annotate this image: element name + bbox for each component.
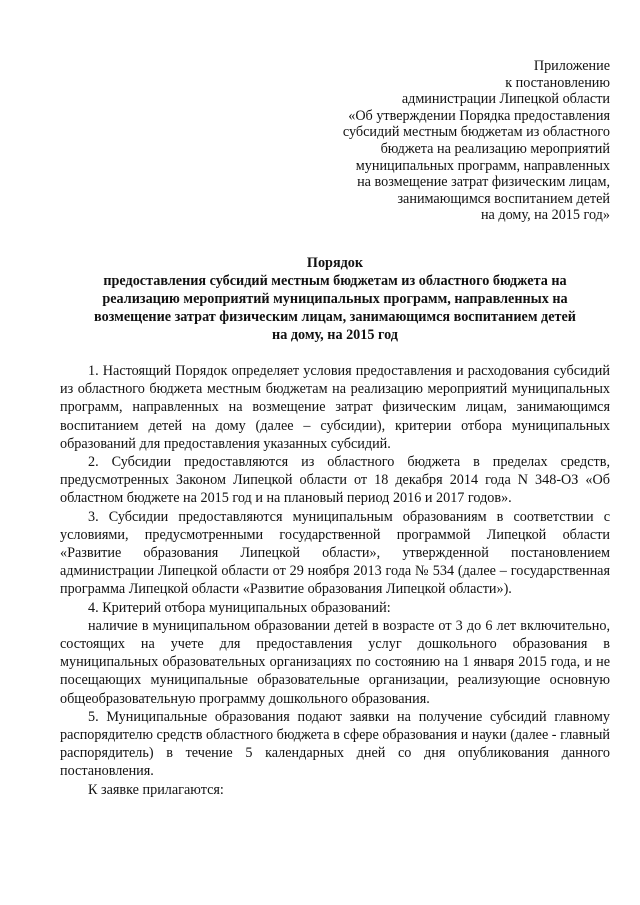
title-line: реализацию мероприятий муниципальных программ, направленных на xyxy=(102,290,568,307)
paragraph-4: 4. Критерий отбора муниципальных образований: xyxy=(88,599,391,616)
paragraph-4-criterion: наличие в муниципальном образовании детей в возрасте от 3 до 6 лет включительно, состоящих на учете для предоставления услуг дошкольного образования в муниципальных образовательных организациях по состоянию на 1 января 2015 года, и не посещающих муниципальные образовательные организации, реализующие основную общеобразовательную программу дошкольного образования. xyxy=(60,617,610,707)
appendix-line: «Об утверждении Порядка предоставления xyxy=(348,107,610,124)
appendix-line: муниципальных программ, направленных xyxy=(355,157,610,174)
appendix-header xyxy=(60,58,610,224)
paragraph-3: 3. Субсидии предоставляются муниципальным образованиям в соответствии с условиями, предусмотренными государственной программой Липецкой области «Развитие образования Липецкой области», утвержденной постановлением администрации Липецкой области от 29 ноября 2013 года № 534 (далее – государственная программа Липецкой области «Развитие образования Липецкой области»). xyxy=(60,508,610,598)
appendix-line: на возмещение затрат физическим лицам, xyxy=(357,174,610,191)
title-heading: Порядок xyxy=(306,254,364,271)
title-line: предоставления субсидий местным бюджетам из областного бюджета на xyxy=(103,272,567,289)
appendix-line: субсидий местным бюджетам из областного xyxy=(342,124,610,141)
title-line: возмещение затрат физическим лицам, занимающимся воспитанием детей xyxy=(94,308,576,325)
paragraph-2: 2. Субсидии предоставляются из областного бюджета в пределах средств, предусмотренных Законом Липецкой области от 18 декабря 2014 года N 348-ОЗ «Об областном бюджете на 2015 год и на плановый период 2016 и 2017 годов». xyxy=(60,453,610,507)
document-title xyxy=(60,254,610,344)
appendix-line: к постановлению xyxy=(505,74,610,91)
title-line: на дому, на 2015 год xyxy=(272,326,398,343)
paragraph-5: 5. Муниципальные образования подают заявки на получение субсидий главному распорядителю средств областного бюджета в сфере образования и науки (далее - главный распорядитель) в течение 5 календарных дней со дня опубликования данного постановления. xyxy=(60,708,610,780)
appendix-line: на дому, на 2015 год» xyxy=(480,207,610,224)
appendix-line: занимающимся воспитанием детей xyxy=(397,190,610,207)
appendix-line: администрации Липецкой области xyxy=(401,91,610,108)
document-body xyxy=(60,362,610,799)
appendix-line: Приложение xyxy=(533,58,610,74)
paragraph-1: 1. Настоящий Порядок определяет условия предоставления и расходования субсидий из областного бюджета местным бюджетам на реализацию мероприятий муниципальных программ, направленных на возмещение затрат физическим лицам, занимающимся воспитанием детей на дому (далее – субсидии), критерии отбора муниципальных образований для предоставления указанных субсидий. xyxy=(60,362,610,452)
paragraph-attachments: К заявке прилагаются: xyxy=(88,781,224,798)
appendix-line: бюджета на реализацию мероприятий xyxy=(380,140,610,157)
